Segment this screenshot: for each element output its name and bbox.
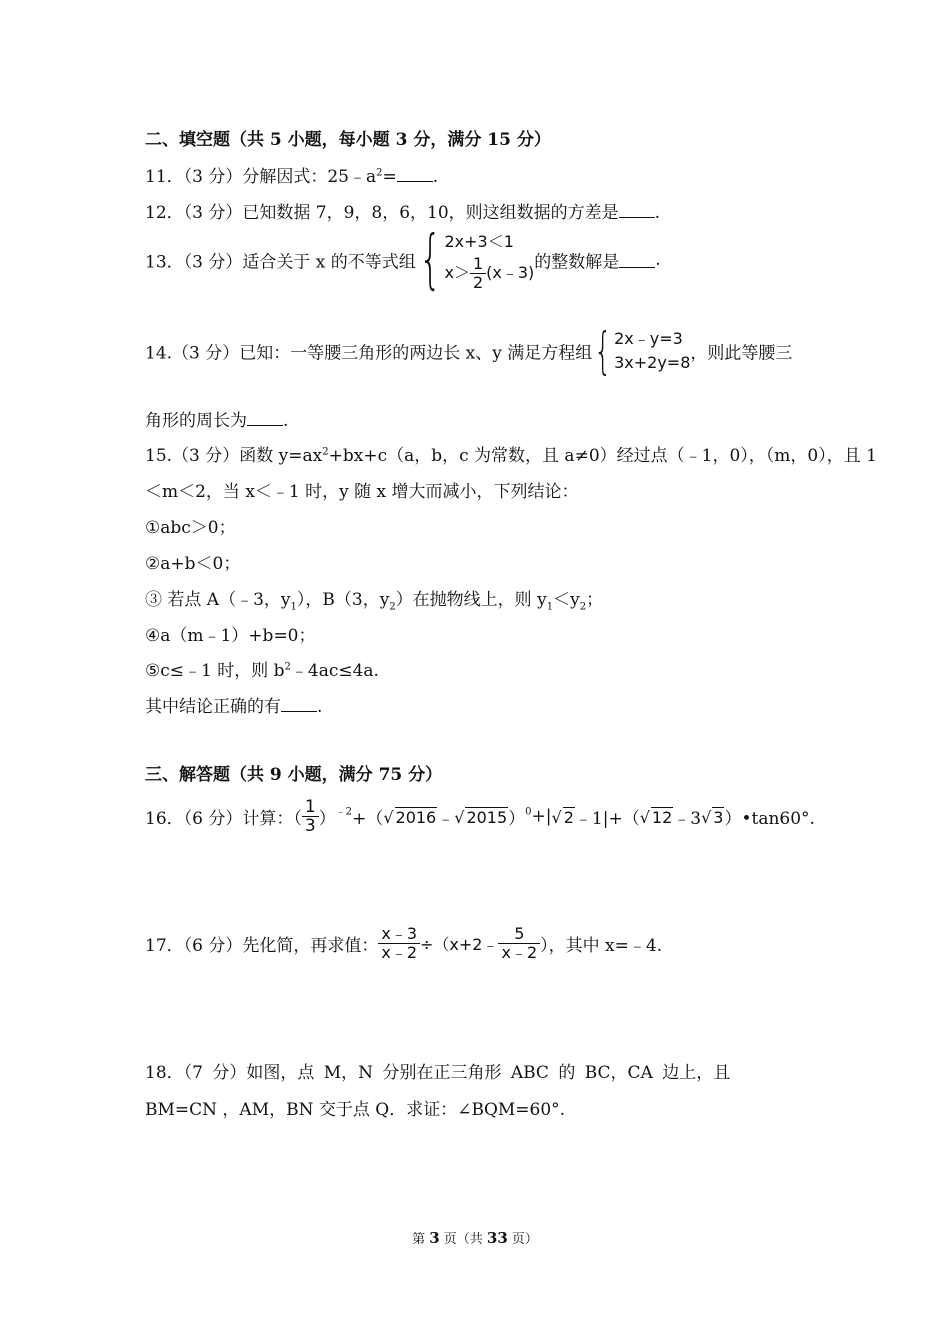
left-brace-icon: { (594, 322, 612, 380)
option-5: ⑤c≤﹣1 时，则 $b^2﹣4ac\le 4a$. (145, 661, 379, 681)
question-17: 17．（6 分）先化简，再求值： $\frac{x﹣3}{x﹣2}$ ÷（x+2﹣ $\frac{5}{x﹣2}$ ），其中 x=﹣4. (145, 924, 663, 962)
fraction: $\frac{5}{x﹣2}$ (498, 925, 540, 962)
question-18-line-1: 18．（7 分）如图，点 M，N 分别在正三角形 ABC 的 BC，CA 边上，且 (145, 1063, 731, 1083)
page-footer: 第 3 页（共 33 页） (412, 1229, 538, 1247)
fraction: $\frac{x﹣3}{x﹣2}$ (378, 925, 420, 962)
equation-system: 2x﹣y=3 3x+2y=8 (614, 329, 691, 372)
option-1: ①abc＞0； (145, 518, 236, 538)
radical: 2 (563, 807, 574, 827)
answer-blank[interactable] (619, 253, 655, 268)
radical: 2015 (466, 807, 508, 827)
option-3: ③ 若点 A（﹣3，$y_1$），B（3，$y_2$）在抛物线上，则 $y_1<y_2$； (145, 590, 604, 613)
question-16: 16．（6 分）计算：（ $\frac{1}{3}$ ）$^{﹣2}$+（√ 2016﹣√ 2015）$^0$+|√ 2﹣1|+（√ 12﹣3√ 3）•tan60°. (145, 797, 815, 836)
option-2: ②a+b＜0； (145, 554, 241, 574)
question-15-ask: 其中结论正确的有 . (145, 697, 323, 717)
answer-blank[interactable] (619, 203, 655, 218)
answer-blank[interactable] (397, 167, 433, 182)
answer-blank[interactable] (247, 411, 283, 426)
section-2-heading: 二、填空题（共 5 小题，每小题 3 分，满分 15 分） (145, 130, 551, 150)
question-18-line-2: BM=CN ，AM，BN 交于点 Q．求证：∠BQM=60°. (145, 1100, 566, 1120)
section-3-heading: 三、解答题（共 9 小题，满分 75 分） (145, 765, 443, 785)
question-11: 11．（3 分）分解因式：$25﹣a^2=$ . (145, 167, 439, 187)
question-12: 12．（3 分）已知数据 7，9，8，6，10，则这组数据的方差是 . (145, 203, 661, 223)
question-14-continued: 角形的周长为 . (145, 411, 289, 431)
option-4: ④a（m﹣1）+b=0； (145, 626, 316, 646)
question-15-line-1: 15.（3 分）函数 $y=ax^2+bx+c(a$，b，c 为常数，且 a≠0）经过点（﹣1，0），（m，0），且 1 (145, 446, 877, 466)
answer-blank[interactable] (281, 697, 317, 712)
radical: 12 (651, 807, 673, 827)
question-13: 13．（3 分）适合关于 x 的不等式组{ 2x+3＜1 x＞ $\frac{1}{2}$ (x﹣3) 的整数解是 . (145, 223, 661, 297)
inequality-system: 2x+3＜1 x＞ $\frac{1}{2}$ (x﹣3) (444, 231, 535, 292)
radical: 2016 (395, 807, 437, 827)
fraction: $\frac{1}{3}$ (302, 798, 319, 835)
fraction: $\frac{1}{2}$ (470, 255, 486, 292)
left-brace-icon: { (418, 223, 442, 297)
question-14: 14.（3 分）已知：一等腰三角形的两边长 x、y 满足方程组{ 2x﹣y=3 3x+2y=8 ，则此等腰三 (145, 322, 793, 380)
radical: 3 (713, 807, 724, 827)
question-15-line-2: ＜m＜2，当 x＜﹣1 时，y 随 x 增大而减小，下列结论： (145, 482, 579, 502)
